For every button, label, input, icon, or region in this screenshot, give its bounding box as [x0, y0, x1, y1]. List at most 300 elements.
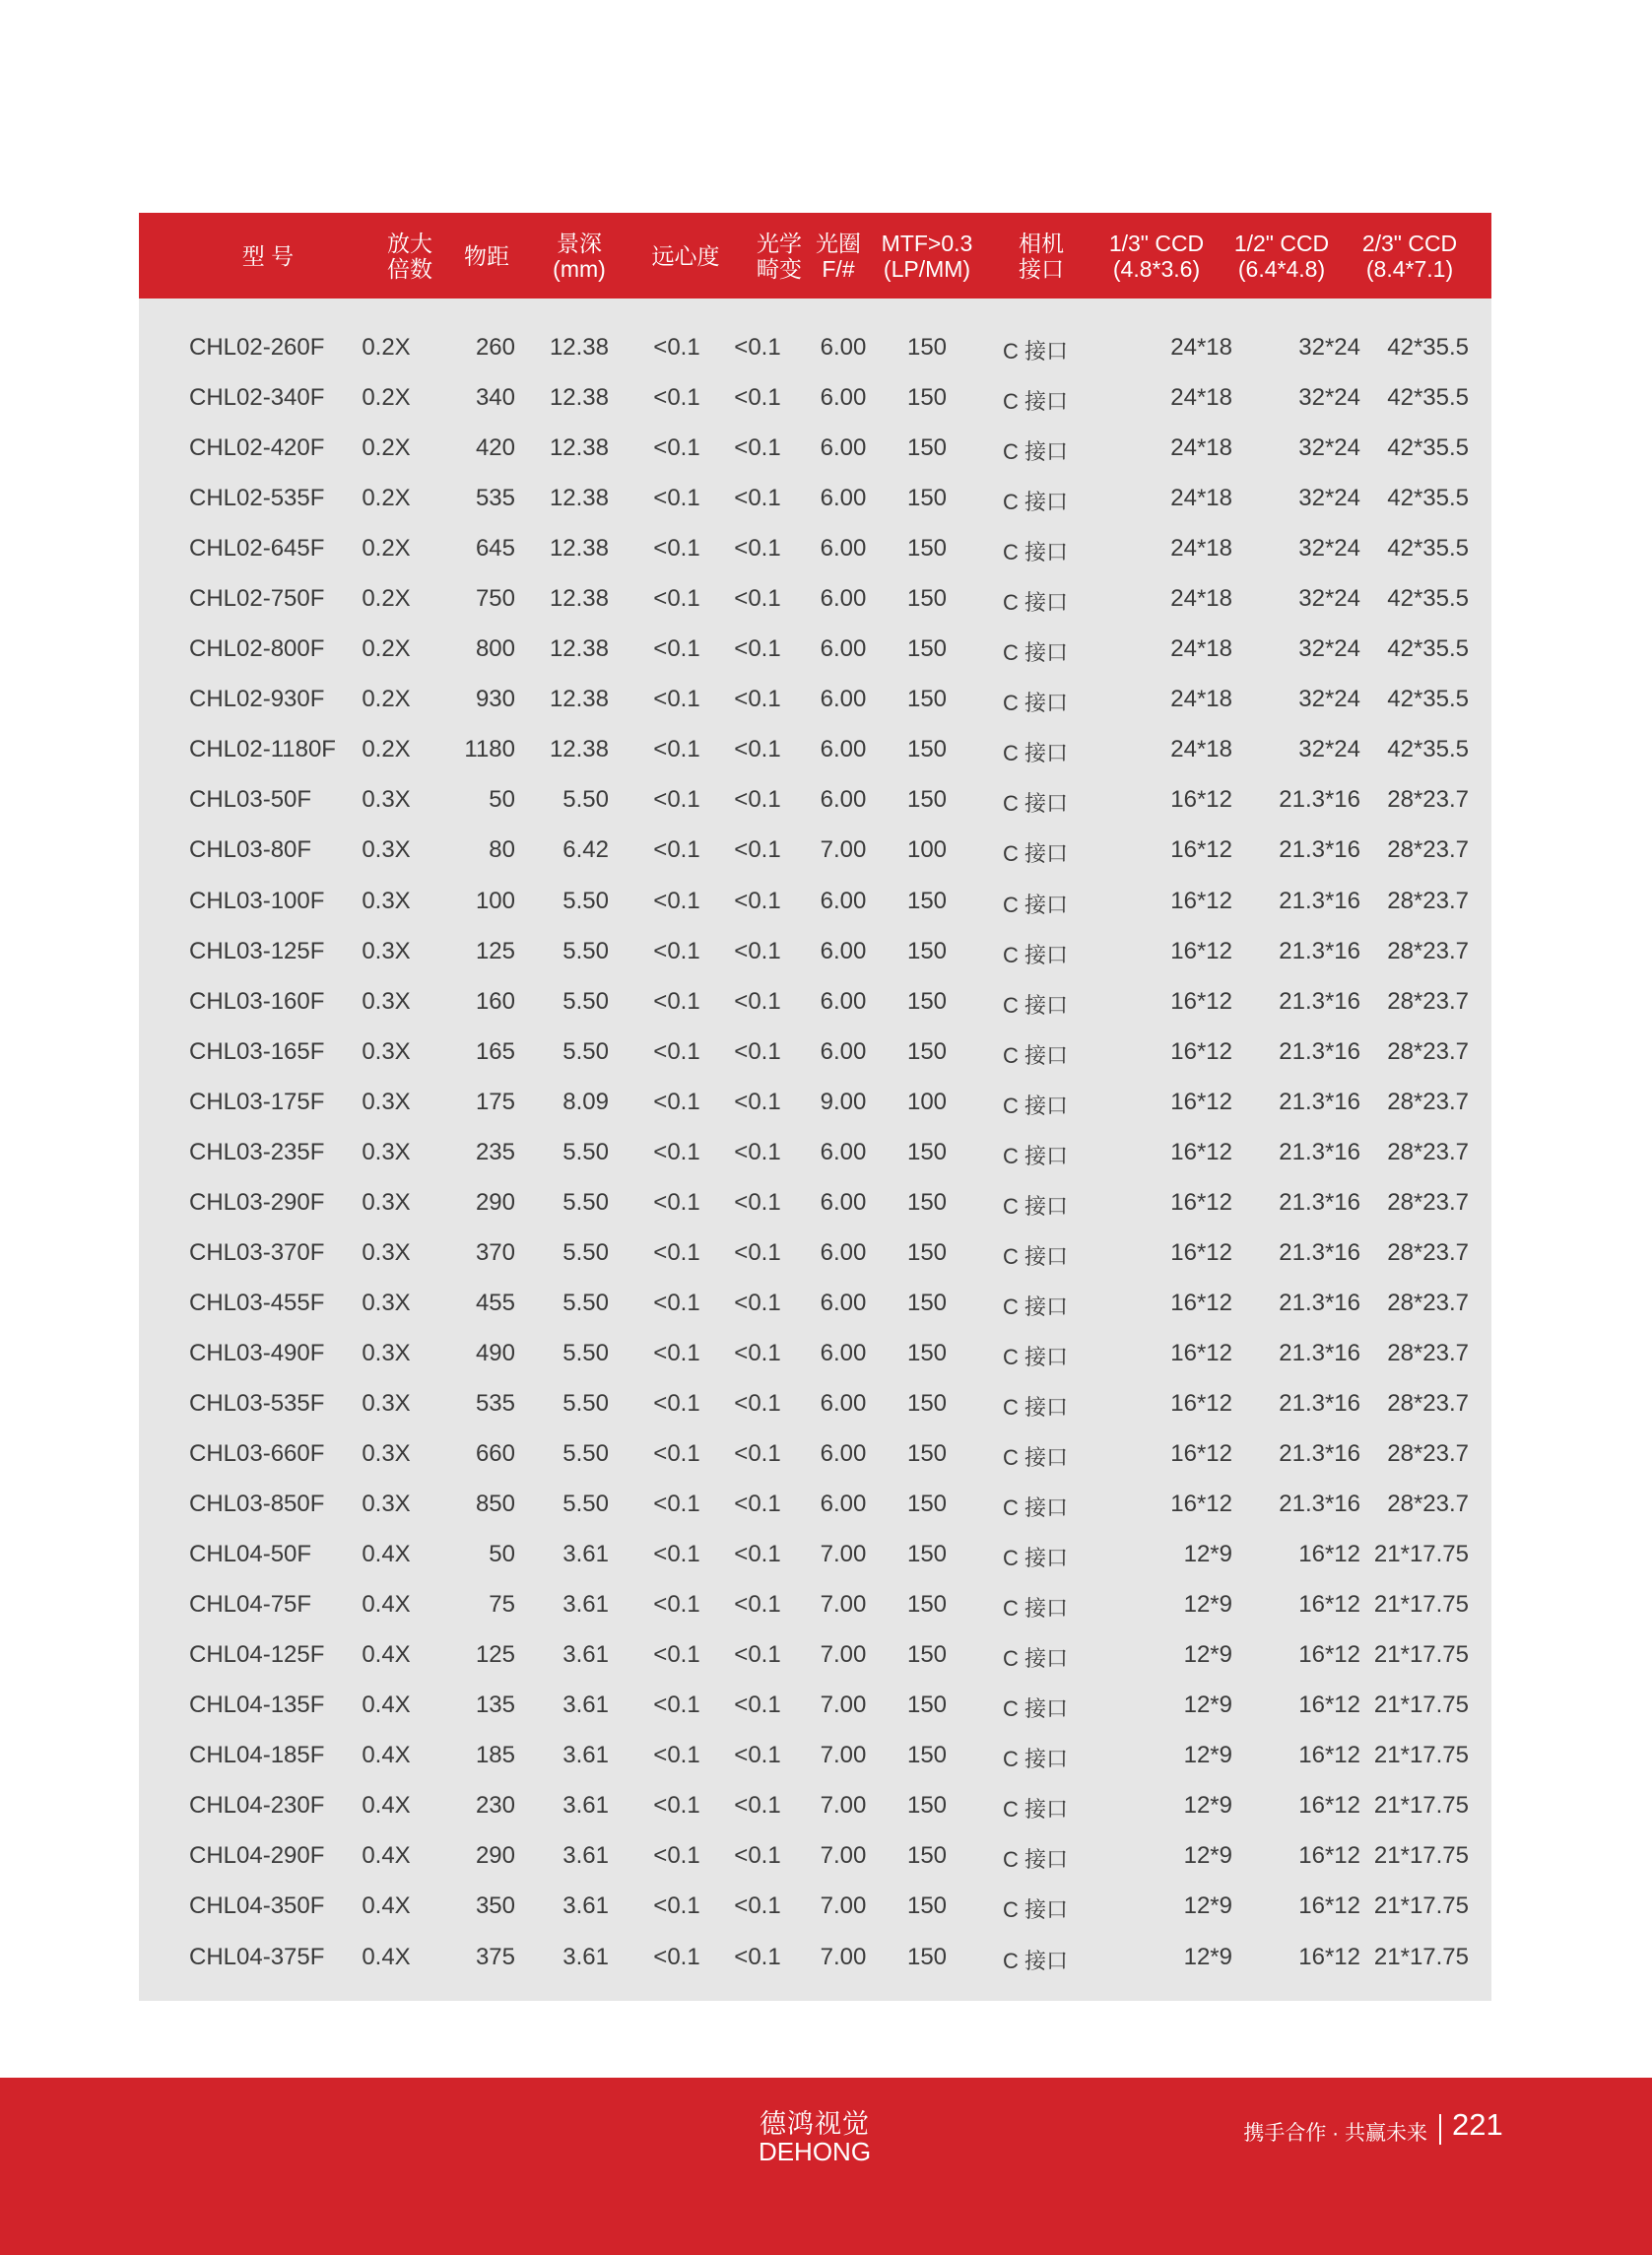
- table-cell-ccd23: 28*23.7: [1387, 1037, 1469, 1065]
- table-cell-ccd23: 28*23.7: [1387, 1088, 1469, 1115]
- table-cell-wd: 1180: [464, 736, 515, 763]
- table-cell-dof: 12.38: [549, 736, 609, 763]
- table-cell-dof: 5.50: [562, 1238, 609, 1266]
- table-cell-ccd12: 21.3*16: [1279, 1491, 1360, 1518]
- table-cell-mag: 0.2X: [362, 334, 411, 361]
- table-cell-mtf: 150: [906, 1037, 948, 1065]
- table-cell-wd: 375: [475, 1943, 515, 1970]
- table-cell-mount: C 接口: [1003, 1093, 1069, 1118]
- table-cell-mtf: 150: [906, 1440, 948, 1468]
- table-cell-dof: 12.38: [549, 485, 609, 512]
- table-cell-dof: 5.50: [562, 887, 609, 914]
- table-cell-f: 7.00: [820, 1792, 867, 1820]
- table-cell-mag: 0.2X: [362, 635, 411, 663]
- table-cell-dist: <0.1: [734, 836, 781, 864]
- table-cell-dof: 3.61: [562, 1792, 609, 1820]
- column-header-line: 倍数: [387, 255, 432, 282]
- table-cell-f: 6.00: [820, 635, 867, 663]
- table-cell-tel: <0.1: [653, 1691, 700, 1719]
- column-header-line: 畸变: [757, 255, 802, 282]
- table-cell-dof: 3.61: [562, 1691, 609, 1719]
- table-cell-ccd13: 16*12: [1170, 1339, 1232, 1366]
- column-header-model: [189, 213, 347, 298]
- table-cell-mtf: 150: [906, 686, 948, 713]
- table-row: [139, 423, 1491, 473]
- table-row: [139, 573, 1491, 624]
- table-cell-mount: C 接口: [1003, 1596, 1069, 1622]
- table-cell-mount: C 接口: [1003, 992, 1069, 1018]
- table-cell-f: 6.00: [820, 1238, 867, 1266]
- table-cell-wd: 75: [489, 1591, 515, 1619]
- table-cell-dof: 3.61: [562, 1742, 609, 1769]
- table-cell-dist: <0.1: [734, 1491, 781, 1518]
- table-cell-tel: <0.1: [653, 1491, 700, 1518]
- table-row: [139, 1378, 1491, 1428]
- table-cell-ccd23: 21*17.75: [1373, 1842, 1469, 1870]
- table-row: [139, 322, 1491, 372]
- column-header-ccd23: [1336, 213, 1484, 298]
- table-cell-tel: <0.1: [653, 1792, 700, 1820]
- table-cell-tel: <0.1: [653, 1339, 700, 1366]
- table-cell-f: 7.00: [820, 1691, 867, 1719]
- table-cell-ccd23: 21*17.75: [1373, 1742, 1469, 1769]
- table-cell-f: 9.00: [820, 1088, 867, 1115]
- page-number: 221: [1452, 2107, 1503, 2142]
- table-cell-mtf: 150: [906, 1943, 948, 1970]
- table-cell-model: CHL03-165F: [189, 1037, 325, 1065]
- table-cell-dof: 3.61: [562, 1943, 609, 1970]
- table-cell-mtf: 150: [906, 1289, 948, 1316]
- table-cell-dof: 5.50: [562, 937, 609, 964]
- table-cell-ccd12: 21.3*16: [1279, 786, 1360, 814]
- table-cell-ccd12: 21.3*16: [1279, 1339, 1360, 1366]
- table-cell-mount: C 接口: [1003, 1747, 1069, 1772]
- table-cell-ccd13: 16*12: [1170, 1088, 1232, 1115]
- table-cell-mtf: 100: [906, 836, 948, 864]
- table-cell-ccd13: 16*12: [1170, 836, 1232, 864]
- table-cell-ccd13: 16*12: [1170, 1440, 1232, 1468]
- table-cell-ccd23: 28*23.7: [1387, 887, 1469, 914]
- table-cell-wd: 535: [475, 1389, 515, 1417]
- table-cell-ccd13: 24*18: [1170, 434, 1232, 462]
- table-row: [139, 1127, 1491, 1177]
- table-cell-mount: C 接口: [1003, 1193, 1069, 1219]
- table-cell-tel: <0.1: [653, 1138, 700, 1165]
- table-cell-mount: C 接口: [1003, 540, 1069, 565]
- table-cell-model: CHL03-235F: [189, 1138, 325, 1165]
- table-cell-dist: <0.1: [734, 1289, 781, 1316]
- table-cell-mount: C 接口: [1003, 1243, 1069, 1269]
- table-cell-model: CHL03-50F: [189, 786, 312, 814]
- table-cell-dist: <0.1: [734, 585, 781, 613]
- table-cell-model: CHL02-750F: [189, 585, 325, 613]
- table-cell-ccd12: 16*12: [1298, 1792, 1360, 1820]
- column-header-dof: [541, 213, 618, 298]
- table-cell-mtf: 150: [906, 384, 948, 412]
- table-cell-dist: <0.1: [734, 1339, 781, 1366]
- table-cell-model: CHL03-490F: [189, 1339, 325, 1366]
- table-cell-ccd13: 12*9: [1183, 1842, 1232, 1870]
- table-cell-mount: C 接口: [1003, 1847, 1069, 1873]
- table-cell-dof: 5.50: [562, 987, 609, 1015]
- table-cell-ccd23: 28*23.7: [1387, 836, 1469, 864]
- table-cell-f: 7.00: [820, 1591, 867, 1619]
- table-cell-mag: 0.3X: [362, 1238, 411, 1266]
- column-header-tel: [631, 213, 740, 298]
- table-cell-mtf: 150: [906, 1188, 948, 1216]
- table-cell-dist: <0.1: [734, 1742, 781, 1769]
- table-cell-model: CHL02-260F: [189, 334, 325, 361]
- table-cell-mag: 0.2X: [362, 434, 411, 462]
- table-cell-dof: 12.38: [549, 686, 609, 713]
- table-cell-wd: 165: [475, 1037, 515, 1065]
- table-cell-ccd13: 12*9: [1183, 1742, 1232, 1769]
- table-cell-ccd23: 42*35.5: [1387, 434, 1469, 462]
- table-cell-f: 6.00: [820, 334, 867, 361]
- table-cell-mount: C 接口: [1003, 339, 1069, 364]
- table-cell-mount: C 接口: [1003, 1897, 1069, 1923]
- table-cell-mag: 0.3X: [362, 786, 411, 814]
- table-cell-wd: 290: [475, 1188, 515, 1216]
- table-cell-wd: 50: [489, 786, 515, 814]
- brand-name-en: DEHONG: [758, 2137, 872, 2166]
- table-cell-f: 6.00: [820, 786, 867, 814]
- table-row: [139, 624, 1491, 674]
- table-cell-mount: C 接口: [1003, 1445, 1069, 1471]
- table-cell-tel: <0.1: [653, 1238, 700, 1266]
- table-cell-mag: 0.3X: [362, 1339, 411, 1366]
- table-cell-wd: 100: [475, 887, 515, 914]
- table-cell-f: 7.00: [820, 1892, 867, 1920]
- table-cell-dist: <0.1: [734, 736, 781, 763]
- table-cell-ccd23: 42*35.5: [1387, 686, 1469, 713]
- table-cell-model: CHL04-50F: [189, 1541, 312, 1568]
- table-row: [139, 876, 1491, 926]
- table-cell-mount: C 接口: [1003, 590, 1069, 616]
- table-cell-f: 6.00: [820, 434, 867, 462]
- table-cell-ccd12: 21.3*16: [1279, 1289, 1360, 1316]
- table-row: [139, 1932, 1491, 1982]
- table-cell-ccd13: 24*18: [1170, 686, 1232, 713]
- table-cell-dist: <0.1: [734, 987, 781, 1015]
- table-cell-mtf: 100: [906, 1088, 948, 1115]
- table-cell-ccd23: 21*17.75: [1373, 1892, 1469, 1920]
- table-cell-wd: 800: [475, 635, 515, 663]
- table-cell-mount: C 接口: [1003, 1546, 1069, 1571]
- table-cell-mag: 0.3X: [362, 1138, 411, 1165]
- table-row: [139, 1027, 1491, 1077]
- table-cell-model: CHL02-645F: [189, 535, 325, 563]
- table-cell-ccd23: 42*35.5: [1387, 334, 1469, 361]
- table-cell-dist: <0.1: [734, 1943, 781, 1970]
- table-cell-mag: 0.4X: [362, 1541, 411, 1568]
- table-cell-ccd23: 28*23.7: [1387, 1491, 1469, 1518]
- table-cell-f: 6.00: [820, 1188, 867, 1216]
- table-cell-ccd23: 28*23.7: [1387, 987, 1469, 1015]
- table-cell-tel: <0.1: [653, 1088, 700, 1115]
- table-cell-dof: 3.61: [562, 1842, 609, 1870]
- table-cell-dist: <0.1: [734, 535, 781, 563]
- table-cell-ccd13: 24*18: [1170, 485, 1232, 512]
- column-header-mtf: [873, 213, 981, 298]
- table-cell-mag: 0.3X: [362, 1037, 411, 1065]
- table-cell-tel: <0.1: [653, 1742, 700, 1769]
- table-cell-tel: <0.1: [653, 1188, 700, 1216]
- table-cell-dof: 5.50: [562, 1188, 609, 1216]
- table-cell-ccd23: 21*17.75: [1373, 1541, 1469, 1568]
- table-row: [139, 1428, 1491, 1479]
- table-cell-mount: C 接口: [1003, 1394, 1069, 1420]
- table-cell-dist: <0.1: [734, 1541, 781, 1568]
- table-cell-tel: <0.1: [653, 937, 700, 964]
- table-cell-mag: 0.2X: [362, 585, 411, 613]
- table-cell-ccd12: 16*12: [1298, 1842, 1360, 1870]
- table-cell-mag: 0.2X: [362, 686, 411, 713]
- table-cell-ccd13: 24*18: [1170, 736, 1232, 763]
- table-cell-dof: 5.50: [562, 1491, 609, 1518]
- table-cell-mtf: 150: [906, 1892, 948, 1920]
- table-cell-dist: <0.1: [734, 1389, 781, 1417]
- table-cell-ccd23: 42*35.5: [1387, 585, 1469, 613]
- table-cell-ccd23: 21*17.75: [1373, 1591, 1469, 1619]
- table-cell-tel: <0.1: [653, 786, 700, 814]
- table-cell-ccd13: 24*18: [1170, 585, 1232, 613]
- table-cell-model: CHL03-125F: [189, 937, 325, 964]
- table-cell-model: CHL03-290F: [189, 1188, 325, 1216]
- table-cell-tel: <0.1: [653, 836, 700, 864]
- table-cell-model: CHL03-370F: [189, 1238, 325, 1266]
- table-cell-dof: 5.50: [562, 1289, 609, 1316]
- table-cell-mtf: 150: [906, 1842, 948, 1870]
- table-cell-dof: 12.38: [549, 334, 609, 361]
- table-cell-wd: 370: [475, 1238, 515, 1266]
- table-cell-mount: C 接口: [1003, 439, 1069, 465]
- table-cell-ccd13: 12*9: [1183, 1892, 1232, 1920]
- table-cell-wd: 185: [475, 1742, 515, 1769]
- table-cell-wd: 290: [475, 1842, 515, 1870]
- table-cell-mount: C 接口: [1003, 1495, 1069, 1521]
- table-cell-mag: 0.4X: [362, 1842, 411, 1870]
- table-cell-ccd13: 16*12: [1170, 1238, 1232, 1266]
- table-cell-tel: <0.1: [653, 384, 700, 412]
- table-cell-dof: 3.61: [562, 1641, 609, 1669]
- slogan: 携手合作 · 共赢未来: [1243, 2122, 1427, 2145]
- table-cell-f: 7.00: [820, 836, 867, 864]
- table-cell-dist: <0.1: [734, 1238, 781, 1266]
- table-cell-mount: C 接口: [1003, 942, 1069, 967]
- column-header-line: 2/3" CCD: [1361, 230, 1458, 256]
- column-header-line: (4.8*3.6): [1112, 255, 1201, 282]
- table-cell-mount: C 接口: [1003, 1797, 1069, 1823]
- table-cell-ccd23: 28*23.7: [1387, 1440, 1469, 1468]
- table-cell-ccd12: 32*24: [1298, 686, 1360, 713]
- table-row: [139, 976, 1491, 1027]
- table-cell-ccd23: 42*35.5: [1387, 635, 1469, 663]
- table-cell-wd: 260: [475, 334, 515, 361]
- table-cell-f: 6.00: [820, 887, 867, 914]
- table-cell-dof: 3.61: [562, 1541, 609, 1568]
- table-cell-ccd23: 42*35.5: [1387, 485, 1469, 512]
- table-cell-dist: <0.1: [734, 1591, 781, 1619]
- table-cell-ccd12: 21.3*16: [1279, 836, 1360, 864]
- table-cell-tel: <0.1: [653, 1389, 700, 1417]
- table-cell-dof: 12.38: [549, 384, 609, 412]
- table-cell-mount: C 接口: [1003, 841, 1069, 867]
- table-cell-wd: 750: [475, 585, 515, 613]
- table-cell-tel: <0.1: [653, 1591, 700, 1619]
- table-cell-mtf: 150: [906, 987, 948, 1015]
- table-cell-mag: 0.3X: [362, 987, 411, 1015]
- column-header-line: 接口: [1019, 255, 1064, 282]
- table-cell-mag: 0.3X: [362, 836, 411, 864]
- table-cell-ccd13: 12*9: [1183, 1943, 1232, 1970]
- table-cell-mag: 0.4X: [362, 1591, 411, 1619]
- table-cell-ccd23: 21*17.75: [1373, 1792, 1469, 1820]
- table-cell-mag: 0.3X: [362, 1088, 411, 1115]
- table-row: [139, 1479, 1491, 1529]
- table-cell-ccd13: 12*9: [1183, 1691, 1232, 1719]
- column-header-line: 物距: [464, 242, 509, 269]
- table-cell-model: CHL04-135F: [189, 1691, 325, 1719]
- table-cell-ccd12: 16*12: [1298, 1943, 1360, 1970]
- table-row: [139, 1328, 1491, 1378]
- table-cell-tel: <0.1: [653, 1641, 700, 1669]
- table-cell-mtf: 150: [906, 1491, 948, 1518]
- table-cell-mount: C 接口: [1003, 389, 1069, 415]
- table-cell-tel: <0.1: [653, 686, 700, 713]
- column-header-line: F/#: [822, 255, 855, 282]
- table-cell-f: 7.00: [820, 1943, 867, 1970]
- table-row: [139, 926, 1491, 976]
- table-cell-dist: <0.1: [734, 686, 781, 713]
- table-cell-ccd13: 16*12: [1170, 1037, 1232, 1065]
- table-cell-mtf: 150: [906, 1138, 948, 1165]
- table-cell-f: 6.00: [820, 937, 867, 964]
- table-cell-dist: <0.1: [734, 1088, 781, 1115]
- table-cell-mtf: 150: [906, 1339, 948, 1366]
- table-row: [139, 1780, 1491, 1830]
- table-cell-tel: <0.1: [653, 1037, 700, 1065]
- table-cell-mag: 0.3X: [362, 937, 411, 964]
- table-cell-mount: C 接口: [1003, 1293, 1069, 1319]
- footer-divider: [1439, 2114, 1441, 2145]
- table-cell-ccd23: 28*23.7: [1387, 1339, 1469, 1366]
- table-cell-ccd13: 12*9: [1183, 1591, 1232, 1619]
- column-header-f: [804, 213, 873, 298]
- column-header-line: 型 号: [241, 242, 295, 269]
- table-cell-dof: 3.61: [562, 1892, 609, 1920]
- table-cell-mtf: 150: [906, 1238, 948, 1266]
- table-cell-ccd12: 21.3*16: [1279, 1238, 1360, 1266]
- table-cell-dist: <0.1: [734, 1037, 781, 1065]
- table-cell-ccd12: 16*12: [1298, 1691, 1360, 1719]
- table-cell-mtf: 150: [906, 887, 948, 914]
- table-cell-mag: 0.2X: [362, 736, 411, 763]
- table-cell-tel: <0.1: [653, 535, 700, 563]
- table-cell-mag: 0.4X: [362, 1742, 411, 1769]
- table-cell-ccd12: 16*12: [1298, 1742, 1360, 1769]
- column-header-line: 远心度: [651, 242, 720, 269]
- table-cell-mount: C 接口: [1003, 640, 1069, 666]
- table-cell-wd: 125: [475, 937, 515, 964]
- table-cell-model: CHL03-100F: [189, 887, 325, 914]
- table-cell-dof: 12.38: [549, 535, 609, 563]
- table-cell-f: 6.00: [820, 1037, 867, 1065]
- table-cell-dist: <0.1: [734, 1440, 781, 1468]
- table-cell-mount: C 接口: [1003, 1646, 1069, 1672]
- table-cell-ccd23: 28*23.7: [1387, 1238, 1469, 1266]
- column-header-line: 1/2" CCD: [1233, 230, 1330, 256]
- table-cell-mtf: 150: [906, 485, 948, 512]
- table-row: [139, 1579, 1491, 1629]
- table-cell-mount: C 接口: [1003, 691, 1069, 716]
- spec-table: [139, 213, 1491, 2001]
- table-cell-model: CHL03-535F: [189, 1389, 325, 1417]
- table-cell-dist: <0.1: [734, 887, 781, 914]
- column-header-mag: [370, 213, 449, 298]
- table-cell-ccd12: 21.3*16: [1279, 987, 1360, 1015]
- table-cell-model: CHL04-185F: [189, 1742, 325, 1769]
- table-cell-f: 6.00: [820, 1138, 867, 1165]
- table-cell-mtf: 150: [906, 786, 948, 814]
- column-header-line: 景深: [557, 230, 602, 256]
- table-row: [139, 523, 1491, 573]
- table-cell-ccd23: 28*23.7: [1387, 1289, 1469, 1316]
- column-header-line: 1/3" CCD: [1108, 230, 1205, 256]
- table-cell-ccd13: 16*12: [1170, 887, 1232, 914]
- table-cell-ccd12: 32*24: [1298, 384, 1360, 412]
- table-cell-f: 7.00: [820, 1842, 867, 1870]
- table-cell-tel: <0.1: [653, 736, 700, 763]
- table-cell-ccd12: 21.3*16: [1279, 1037, 1360, 1065]
- table-row: [139, 372, 1491, 423]
- column-header-ccd12: [1213, 213, 1351, 298]
- table-cell-mag: 0.4X: [362, 1943, 411, 1970]
- table-cell-f: 6.00: [820, 1440, 867, 1468]
- table-cell-mtf: 150: [906, 434, 948, 462]
- table-cell-dist: <0.1: [734, 1641, 781, 1669]
- table-cell-f: 6.00: [820, 686, 867, 713]
- column-header-line: 放大: [387, 230, 432, 256]
- table-cell-ccd12: 32*24: [1298, 535, 1360, 563]
- table-cell-mag: 0.2X: [362, 384, 411, 412]
- table-cell-wd: 230: [475, 1792, 515, 1820]
- table-cell-dist: <0.1: [734, 937, 781, 964]
- table-cell-mag: 0.4X: [362, 1792, 411, 1820]
- table-cell-dof: 6.42: [562, 836, 609, 864]
- table-cell-ccd12: 16*12: [1298, 1541, 1360, 1568]
- table-cell-dof: 5.50: [562, 1037, 609, 1065]
- table-cell-wd: 645: [475, 535, 515, 563]
- table-cell-model: CHL03-850F: [189, 1491, 325, 1518]
- table-cell-mag: 0.3X: [362, 1440, 411, 1468]
- table-cell-ccd12: 21.3*16: [1279, 1440, 1360, 1468]
- table-cell-tel: <0.1: [653, 334, 700, 361]
- table-cell-ccd13: 24*18: [1170, 334, 1232, 361]
- table-cell-ccd13: 16*12: [1170, 786, 1232, 814]
- table-cell-dist: <0.1: [734, 1792, 781, 1820]
- table-cell-tel: <0.1: [653, 1289, 700, 1316]
- table-cell-ccd13: 24*18: [1170, 635, 1232, 663]
- table-cell-mtf: 150: [906, 736, 948, 763]
- table-cell-mtf: 150: [906, 1792, 948, 1820]
- table-cell-mtf: 150: [906, 535, 948, 563]
- table-cell-model: CHL04-125F: [189, 1641, 325, 1669]
- table-cell-mtf: 150: [906, 334, 948, 361]
- table-cell-dist: <0.1: [734, 434, 781, 462]
- table-cell-ccd23: 28*23.7: [1387, 937, 1469, 964]
- table-cell-tel: <0.1: [653, 987, 700, 1015]
